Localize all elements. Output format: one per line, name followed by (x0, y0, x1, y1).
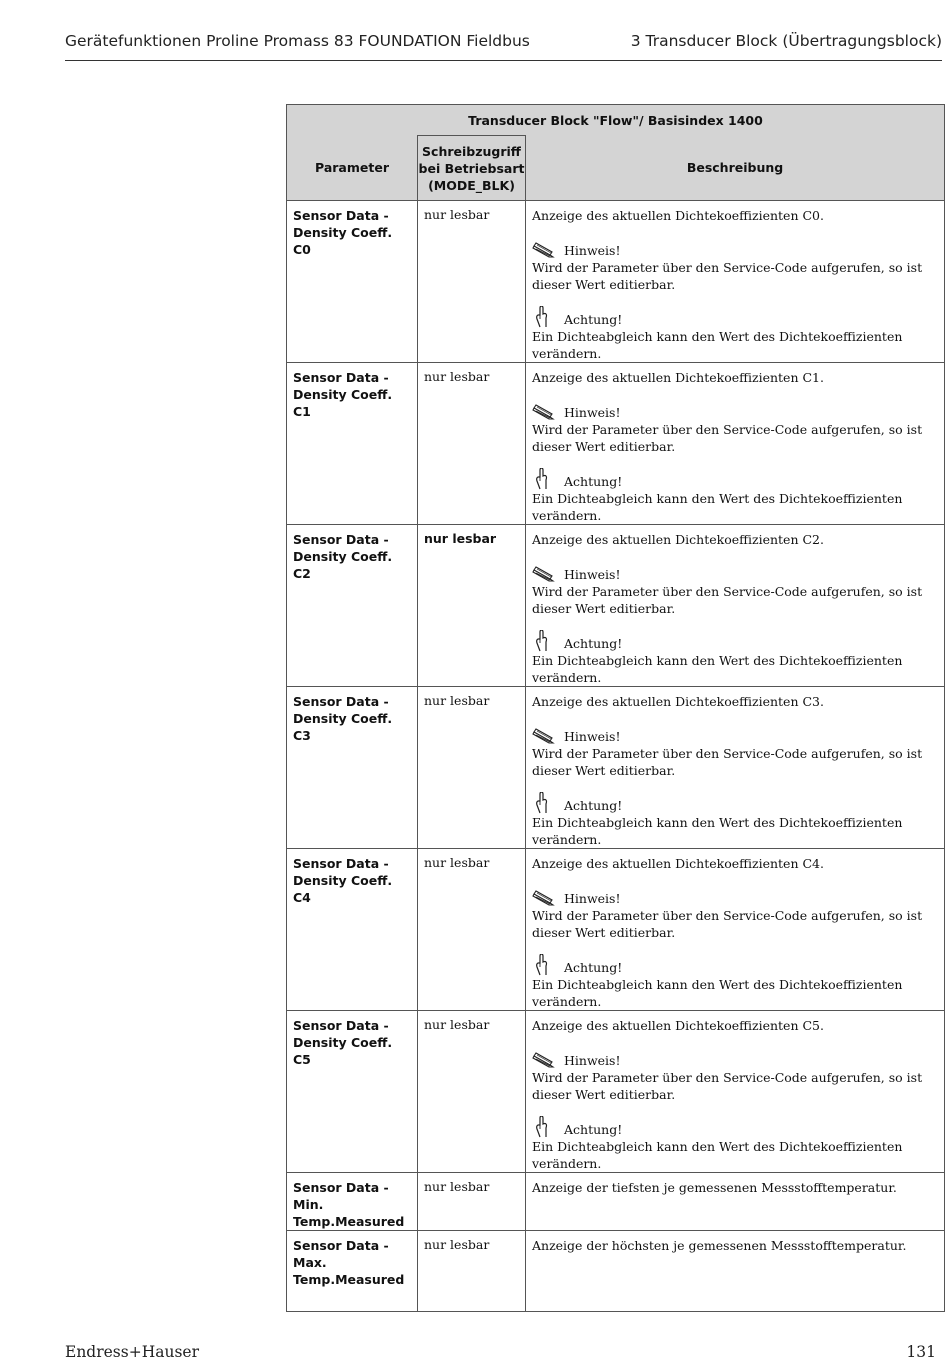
description-cell (526, 201, 945, 363)
hint-label: Hinweis! (564, 405, 621, 420)
parameter-line: Sensor Data - (293, 1018, 389, 1033)
description-text: Anzeige der tiefsten je gemessenen Messstofftemperatur. (532, 1180, 897, 1195)
hint-text: Wird der Parameter über den Service-Code aufgerufen, so ist dieser Wert editierbar. (532, 260, 923, 292)
parameter-cell (287, 1173, 418, 1231)
parameter-line: Temp.Measured (293, 1272, 405, 1287)
hint-text: Wird der Parameter über den Service-Code aufgerufen, so ist dieser Wert editierbar. (532, 908, 923, 940)
header-rule (65, 60, 942, 61)
running-header-section: 3 Transducer Block (Übertragungsblock) (630, 32, 942, 50)
parameter-cell (287, 525, 418, 687)
parameter-line: Density Coeff. (293, 711, 393, 726)
pencil-note-icon (532, 565, 558, 583)
parameter-line: Sensor Data - (293, 856, 389, 871)
hint-label: Hinweis! (564, 891, 621, 906)
hint-label: Hinweis! (564, 567, 621, 582)
column-header-access-line: Schreibzugriff (422, 143, 521, 159)
parameter-line: C0 (293, 242, 311, 257)
access-cell: nur lesbar (418, 1173, 526, 1231)
description-text: Anzeige des aktuellen Dichtekoeffizienten C0. (532, 208, 824, 223)
hint-block (532, 561, 938, 617)
description-cell (526, 849, 945, 1011)
caution-block (532, 792, 938, 848)
pointing-hand-icon (532, 1116, 558, 1138)
description-cell (526, 363, 945, 525)
column-header-access-line: (MODE_BLK) (428, 177, 515, 193)
access-cell: nur lesbar (418, 687, 526, 849)
parameter-cell (287, 1231, 418, 1312)
access-cell: nur lesbar (418, 363, 526, 525)
caution-label: Achtung! (564, 1122, 623, 1137)
description-cell (526, 525, 945, 687)
column-header-parameter: Parameter (287, 136, 418, 201)
description-text: Anzeige der höchsten je gemessenen Messstofftemperatur. (532, 1238, 907, 1253)
parameter-line: Density Coeff. (293, 387, 393, 402)
hint-text: Wird der Parameter über den Service-Code aufgerufen, so ist dieser Wert editierbar. (532, 422, 923, 454)
hint-label: Hinweis! (564, 243, 621, 258)
access-cell: nur lesbar (418, 1231, 526, 1312)
table-row (287, 849, 945, 1011)
hint-label: Hinweis! (564, 729, 621, 744)
parameter-line: Sensor Data - Min. (293, 1180, 389, 1212)
page-number: 131 (906, 1343, 936, 1361)
caution-text: Ein Dichteabgleich kann den Wert des Dichtekoeffizienten verändern. (532, 1139, 903, 1171)
pencil-note-icon (532, 1051, 558, 1069)
parameter-cell (287, 201, 418, 363)
parameter-line: C4 (293, 890, 311, 905)
caution-label: Achtung! (564, 636, 623, 651)
parameter-line: Sensor Data - (293, 208, 389, 223)
parameter-line: Sensor Data - (293, 370, 389, 385)
description-text: Anzeige des aktuellen Dichtekoeffizienten C1. (532, 370, 824, 385)
hint-block (532, 1047, 938, 1103)
pointing-hand-icon (532, 468, 558, 490)
table-row (287, 1231, 945, 1312)
hint-text: Wird der Parameter über den Service-Code aufgerufen, so ist dieser Wert editierbar. (532, 746, 923, 778)
running-header-title: Gerätefunktionen Proline Promass 83 FOUNDATION Fieldbus (65, 32, 530, 50)
parameter-line: Sensor Data - (293, 694, 389, 709)
pointing-hand-icon (532, 954, 558, 976)
parameter-line: Sensor Data - Max. (293, 1238, 389, 1270)
hint-block (532, 399, 938, 455)
table-row (287, 687, 945, 849)
table-row (287, 363, 945, 525)
description-cell (526, 687, 945, 849)
parameter-line: C1 (293, 404, 311, 419)
pencil-note-icon (532, 727, 558, 745)
hint-block (532, 237, 938, 293)
table-row (287, 1011, 945, 1173)
caution-text: Ein Dichteabgleich kann den Wert des Dichtekoeffizienten verändern. (532, 491, 903, 523)
description-cell (526, 1173, 945, 1231)
caution-text: Ein Dichteabgleich kann den Wert des Dichtekoeffizienten verändern. (532, 653, 903, 685)
caution-block (532, 1116, 938, 1172)
parameter-line: C2 (293, 566, 311, 581)
access-cell: nur lesbar (418, 201, 526, 363)
pointing-hand-icon (532, 792, 558, 814)
caution-block (532, 954, 938, 1010)
access-cell: nur lesbar (418, 1011, 526, 1173)
parameter-line: Sensor Data - (293, 532, 389, 547)
caution-block (532, 306, 938, 362)
pointing-hand-icon (532, 630, 558, 652)
description-text: Anzeige des aktuellen Dichtekoeffizienten C3. (532, 694, 824, 709)
hint-block (532, 885, 938, 941)
parameter-line: Temp.Measured (293, 1214, 405, 1229)
access-cell: nur lesbar (418, 525, 526, 687)
footer-brand: Endress+Hauser (65, 1343, 199, 1361)
transducer-block-table (286, 104, 945, 1312)
parameter-line: Density Coeff. (293, 549, 393, 564)
description-cell (526, 1011, 945, 1173)
parameter-line: Density Coeff. (293, 1035, 393, 1050)
table-row (287, 1173, 945, 1231)
description-text: Anzeige des aktuellen Dichtekoeffizienten C4. (532, 856, 824, 871)
parameter-cell (287, 1011, 418, 1173)
parameter-line: C3 (293, 728, 311, 743)
parameter-line: Density Coeff. (293, 873, 393, 888)
parameter-cell (287, 849, 418, 1011)
caution-label: Achtung! (564, 798, 623, 813)
pencil-note-icon (532, 889, 558, 907)
caution-label: Achtung! (564, 960, 623, 975)
pencil-note-icon (532, 241, 558, 259)
description-text: Anzeige des aktuellen Dichtekoeffizienten C2. (532, 532, 824, 547)
pencil-note-icon (532, 403, 558, 421)
hint-block (532, 723, 938, 779)
caution-text: Ein Dichteabgleich kann den Wert des Dichtekoeffizienten verändern. (532, 815, 903, 847)
hint-text: Wird der Parameter über den Service-Code aufgerufen, so ist dieser Wert editierbar. (532, 584, 923, 616)
table-row (287, 525, 945, 687)
hint-label: Hinweis! (564, 1053, 621, 1068)
caution-block (532, 630, 938, 686)
description-text: Anzeige des aktuellen Dichtekoeffizienten C5. (532, 1018, 824, 1033)
column-header-access (418, 136, 526, 201)
caution-label: Achtung! (564, 474, 623, 489)
hint-text: Wird der Parameter über den Service-Code aufgerufen, so ist dieser Wert editierbar. (532, 1070, 923, 1102)
column-header-description: Beschreibung (526, 136, 945, 201)
description-cell (526, 1231, 945, 1312)
caution-text: Ein Dichteabgleich kann den Wert des Dichtekoeffizienten verändern. (532, 977, 903, 1009)
column-header-access-line: bei Betriebsart (418, 160, 525, 176)
parameter-cell (287, 363, 418, 525)
parameter-line: Density Coeff. (293, 225, 393, 240)
parameter-line: C5 (293, 1052, 311, 1067)
pointing-hand-icon (532, 306, 558, 328)
caution-block (532, 468, 938, 524)
caution-text: Ein Dichteabgleich kann den Wert des Dichtekoeffizienten verändern. (532, 329, 903, 361)
parameter-cell (287, 687, 418, 849)
caution-label: Achtung! (564, 312, 623, 327)
table-title: Transducer Block "Flow"/ Basisindex 1400 (287, 105, 945, 136)
table-row (287, 201, 945, 363)
access-cell: nur lesbar (418, 849, 526, 1011)
